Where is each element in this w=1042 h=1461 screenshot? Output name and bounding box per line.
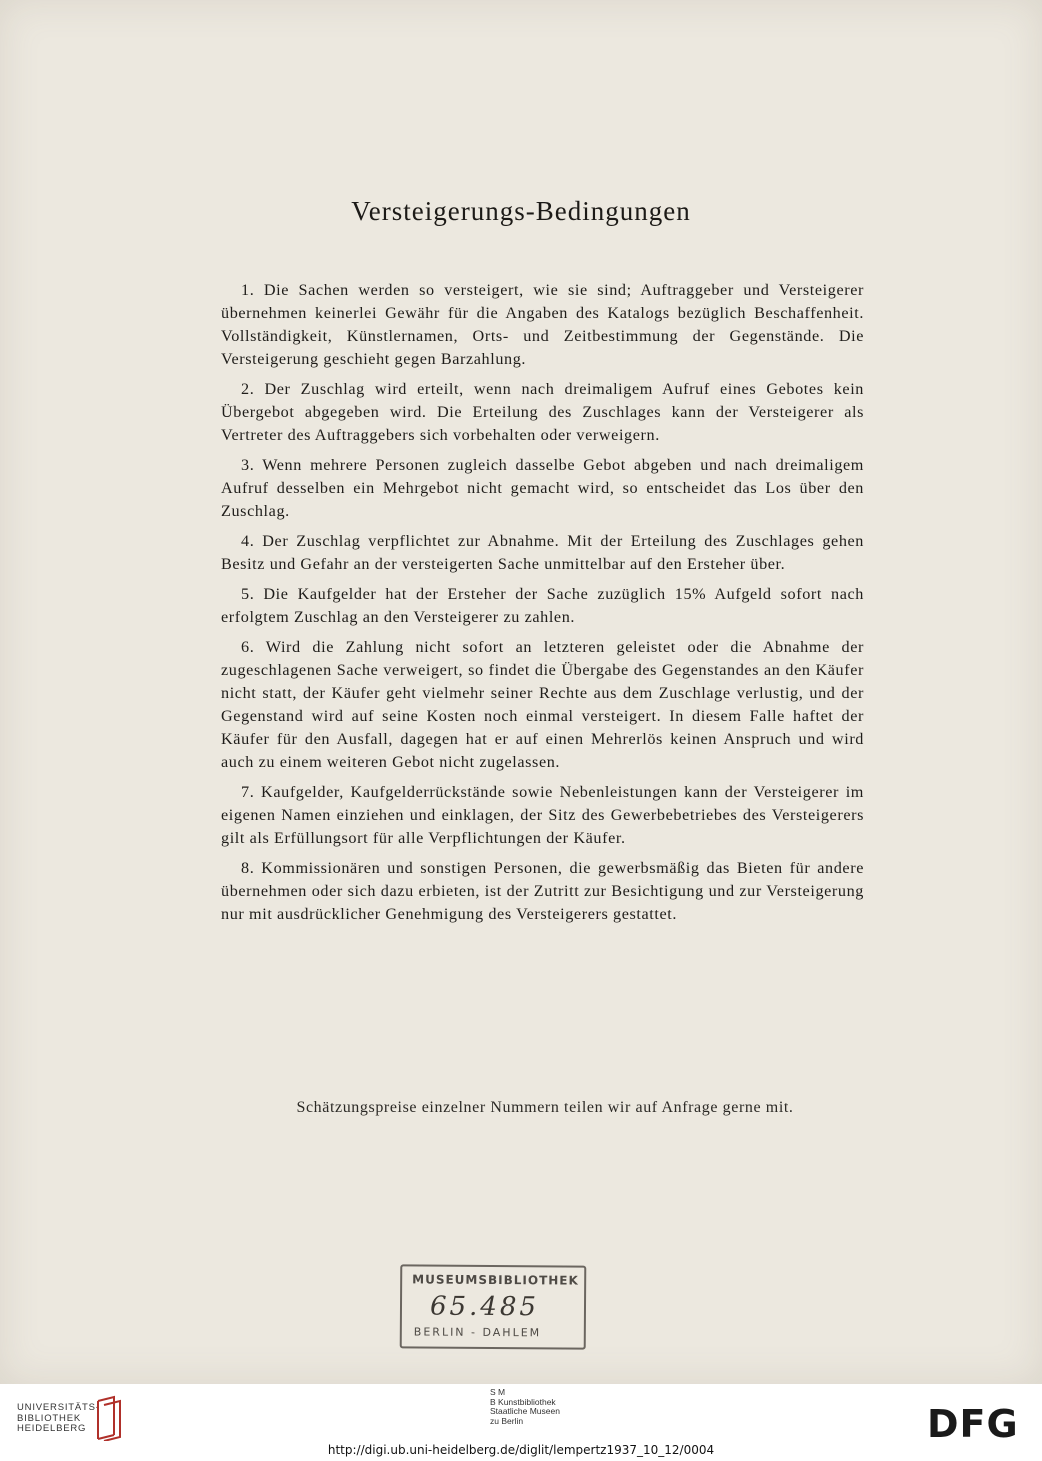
- university-line: UNIVERSITÄTS-: [17, 1402, 100, 1413]
- holding-library-info: [490, 1388, 560, 1426]
- library-line: B Kunstbibliothek: [490, 1396, 556, 1407]
- university-line: HEIDELBERG: [17, 1423, 87, 1434]
- clause-6: 6. Wird die Zahlung nicht sofort an letzteren geleistet oder die Abnahme der zugeschlagenen Sache verweigert, so findet die Übergabe des Gegenstandes an den Käufer nicht statt, der Käufer geht vielmehr seiner Rechte aus dem Zuschlage verlustig, und der Gegenstand wird auf seine Kosten noch einmal versteigert. In diesem Falle haftet der Käufer für den Ausfall, dagegen hat er auf einen Mehrerlös keinen Anspruch und wird auch zu einem weiteren Gebot nicht zugelassen.: [221, 638, 864, 771]
- stamp-top-text: MUSEUMSBIBLIOTHEK: [412, 1272, 579, 1288]
- clause-1: 1. Die Sachen werden so versteigert, wie sie sind; Auftraggeber und Versteigerer übernehmen keinerlei Gewähr für die Angaben des Katalogs bezüglich Beschaffenheit. Vollständigkeit, Künstlernamen, Orts- und Zeitbestimmung der Gegenstände. Die Versteigerung geschieht gegen Barzahlung.: [221, 281, 864, 368]
- library-line: zu Berlin: [490, 1415, 524, 1426]
- stamp-accession-number: 65.485: [429, 1291, 540, 1323]
- clause-8: 8. Kommissionären und sonstigen Personen, die gewerbsmäßig das Bieten für andere übernehmen oder sich dazu erbieten, ist der Zutritt zur Besichtigung und zur Versteigerung nur mit ausdrücklicher Genehmigung des Versteigerers gestattet.: [221, 859, 864, 923]
- university-library-label[interactable]: [17, 1403, 100, 1435]
- library-line: Staatliche Museen: [490, 1406, 560, 1417]
- library-stamp: [400, 1264, 587, 1349]
- clause-5: 5. Die Kaufgelder hat der Ersteher der Sache zuzüglich 15% Aufgeld sofort nach erfolgtem Zuschlag an den Versteigerer zu zahlen.: [221, 585, 864, 626]
- dfg-logo[interactable]: DFG: [927, 1402, 1019, 1446]
- conditions-list: [221, 279, 864, 933]
- clause-3: 3. Wenn mehrere Personen zugleich dasselbe Gebot abgeben und nach dreimaligem Aufruf desselben ein Mehrgebot nicht gemacht wird, so entscheidet das Los über den Zuschlag.: [221, 456, 864, 520]
- viewer-footer: [0, 1384, 1042, 1461]
- estimate-note: Schätzungspreise einzelner Nummern teilen wir auf Anfrage gerne mit.: [296, 1099, 794, 1116]
- clause-4: 4. Der Zuschlag verpflichtet zur Abnahme. Mit der Erteilung des Zuschlages gehen Besitz und Gefahr an der versteigerten Sache unmittelbar auf den Ersteher über.: [221, 532, 864, 573]
- clause-7: 7. Kaufgelder, Kaufgelderrückstände sowie Nebenleistungen kann der Versteigerer im eigenen Namen einziehen und einklagen, der Sitz des Gewerbebetriebes des Versteigerers gilt als Erfüllungsort für alle Verpflichtungen der Käufer.: [221, 783, 864, 847]
- university-line: BIBLIOTHEK: [17, 1412, 81, 1424]
- stamp-bottom-text: BERLIN - DAHLEM: [413, 1325, 542, 1340]
- library-line: S M: [490, 1387, 506, 1397]
- clause-2: 2. Der Zuschlag wird erteilt, wenn nach dreimaligem Aufruf eines Gebotes kein Übergebot abgegeben wird. Die Erteilung des Zuschlages kann der Versteigerer als Vertreter des Auftraggebers sich vorbehalten oder verweigern.: [221, 380, 864, 444]
- permalink-url[interactable]: http://digi.ub.uni-heidelberg.de/diglit/lempertz1937_10_12/0004: [327, 1443, 715, 1457]
- university-logo-icon[interactable]: [92, 1395, 126, 1441]
- page-title: Versteigerungs-Bedingungen: [351, 196, 691, 226]
